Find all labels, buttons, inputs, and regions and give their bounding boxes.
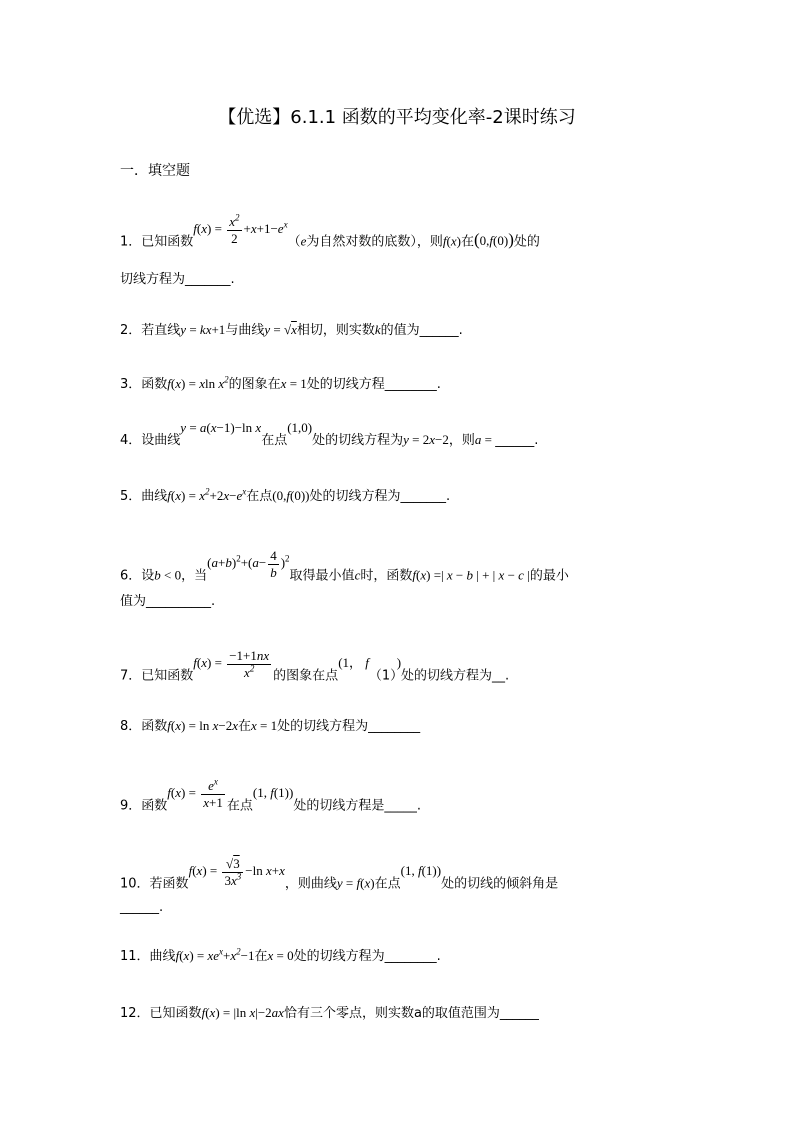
q9-formula: f(x) = $\frac{e^x}{x+1}$: [167, 776, 223, 810]
q3-text-3: 处的切线方程________.: [306, 377, 441, 392]
section-heading: 一．填空题: [120, 163, 190, 179]
q11-text-3: 处的切线方程为________.: [293, 949, 441, 964]
q9-text-2: 在点: [226, 798, 253, 814]
q6-text-2: ，当: [181, 568, 208, 584]
q1-text-1: 已知函数: [141, 234, 194, 250]
q1-formula: f(x) = $\frac{x^2}{2}$ $+x+1-e^x$: [193, 212, 288, 246]
q7-text-4: 处的切线方程为__.: [401, 668, 510, 684]
q10-curve: y = f(x): [336, 875, 375, 891]
question-1: [120, 212, 540, 259]
q7-paren-close: ): [396, 655, 402, 671]
q5-text-3: 处的切线方程为_______.: [309, 489, 451, 504]
q3-text-2: 的图象在: [228, 377, 281, 392]
q5-text-1: 曲线: [141, 489, 168, 504]
question-11: [120, 946, 441, 967]
q4-text-3: 处的切线方程为: [312, 433, 404, 448]
q10-line-2: ______.: [120, 900, 164, 915]
q7-formula: f(x) = $\frac{-1+1nx}{x^2}$: [193, 648, 270, 680]
q3-x1: x = 1: [280, 376, 307, 391]
q7-text-3: （1）: [368, 668, 397, 684]
q2-text-4: 的值为______.: [380, 323, 463, 338]
q11-text-2: 在: [254, 949, 268, 964]
q10-text-3: 在点: [374, 876, 401, 892]
q2-text-1: 若直线: [141, 323, 181, 338]
q8-text-3: 处的切线方程为________: [277, 719, 421, 734]
q9-number: 9．: [120, 798, 142, 814]
q4-point: (1,0): [287, 420, 313, 435]
q6-formula: f(x) =| x − b | + | x − c |: [412, 567, 530, 583]
q7-text-1: 已知函数: [141, 668, 194, 684]
question-2: [120, 320, 463, 341]
q4-text-5: ______.: [495, 433, 539, 448]
question-10: [120, 856, 559, 901]
q12-text-1: 已知函数: [149, 1006, 202, 1021]
q8-x1: x = 1: [251, 718, 278, 733]
page-title: 【优选】6.1.1 函数的平均变化率-2课时练习: [218, 107, 576, 128]
q10-formula: f(x) = $\frac{√3}{3x^3}$ −ln x+x: [188, 856, 285, 888]
q2-k: k: [374, 322, 381, 337]
q2-number: 2．: [120, 323, 142, 338]
question-5: [120, 486, 450, 507]
q6-number: 6．: [120, 568, 142, 584]
q4-text-1: 设曲线: [141, 433, 181, 448]
q6-text-4: 时，函数: [360, 568, 413, 584]
q3-text-1: 函数: [141, 377, 168, 392]
q3-formula: f(x) = xln $x^2$: [167, 374, 229, 391]
q11-number: 11．: [120, 949, 150, 964]
q1-text-2: （: [287, 234, 301, 250]
q1-line-2: 切线方程为_______.: [120, 272, 235, 287]
q4-formula: y = a(x−1)−ln x: [180, 420, 262, 435]
q6-expression: $(a+b)^2+(a-$ $\frac{4}{b}$ )$^2$: [207, 548, 290, 580]
question-8: [120, 716, 420, 737]
question-7: [120, 648, 510, 693]
q5-formula: $f(x) = x^2+2x-e^x$: [167, 486, 247, 503]
q2-curve-formula: y = √x: [264, 322, 297, 337]
q10-point: (1, f(1)): [400, 863, 442, 879]
q7-number: 7．: [120, 668, 142, 684]
q10-number: 10．: [120, 876, 150, 892]
q12-formula: f(x) = |ln x|−2ax: [201, 1005, 284, 1020]
q6-line-2: 值为__________.: [120, 594, 216, 609]
q8-formula: f(x) = ln x−2x: [167, 718, 238, 733]
q8-number: 8．: [120, 719, 142, 734]
q12-text-2: 恰有三个零点，则实数a的取值范围为______: [283, 1006, 539, 1021]
q6-text-1: 设: [141, 568, 155, 584]
q11-formula: $f(x) = xe^x+x^2-1$: [175, 946, 255, 963]
q4-number: 4．: [120, 433, 142, 448]
q1-number: 1．: [120, 234, 142, 250]
q4-text-4: ，则: [448, 433, 475, 448]
q5-point: (0,f(0)): [272, 488, 310, 503]
q7-text-2: 的图象在点: [273, 668, 339, 684]
question-6: [120, 548, 569, 593]
q2-text-3: 相切，则实数: [296, 323, 375, 338]
q1-point: (0,f(0)): [474, 230, 514, 250]
q8-text-2: 在: [237, 719, 251, 734]
q1-text-5: 处的: [513, 234, 540, 250]
q3-number: 3．: [120, 377, 142, 392]
q1-text-3: 为自然对数的底数），则: [306, 234, 443, 250]
q5-text-2: 在点: [246, 489, 273, 504]
q1-text-4: 在: [460, 234, 474, 250]
q6-text-5: 的最小: [529, 568, 569, 584]
q6-b-neg: b < 0: [154, 567, 182, 583]
q6-c: c: [354, 567, 361, 583]
q9-point: (1, f(1)): [252, 785, 294, 801]
question-4: [120, 420, 539, 451]
q4-tangent: y = 2x−2: [403, 432, 449, 447]
q11-text-1: 曲线: [149, 949, 176, 964]
q9-text-3: 处的切线方程是_____.: [293, 798, 421, 814]
q12-number: 12．: [120, 1006, 150, 1021]
question-3: [120, 374, 441, 395]
q5-number: 5．: [120, 489, 142, 504]
q10-text-4: 处的切线的倾斜角是: [441, 876, 559, 892]
question-9: [120, 776, 421, 823]
q4-text-2: 在点: [261, 433, 288, 448]
q2-text-2: 与曲线: [225, 323, 265, 338]
q6-text-3: 取得最小值: [289, 568, 355, 584]
q8-text-1: 函数: [141, 719, 168, 734]
q11-x0: x = 0: [267, 948, 294, 963]
q10-text-2: ，则曲线: [284, 876, 337, 892]
q1-e: e: [300, 233, 307, 249]
q1-fx: f(x): [442, 233, 461, 249]
q9-text-1: 函数: [141, 798, 168, 814]
q10-text-1: 若函数: [149, 876, 189, 892]
question-12: [120, 1003, 539, 1024]
q7-point: (1， f: [338, 655, 369, 671]
q4-a: a =: [474, 432, 496, 447]
q2-line-formula: y = kx+1: [180, 322, 226, 337]
